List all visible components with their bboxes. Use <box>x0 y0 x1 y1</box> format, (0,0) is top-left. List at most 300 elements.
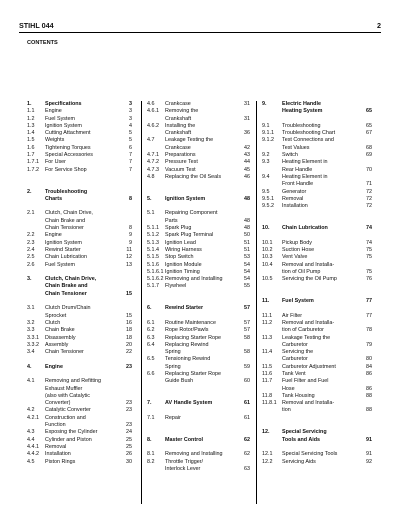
entry-title-line: Installation <box>45 451 71 458</box>
toc-entry[interactable] <box>147 342 250 357</box>
toc-section-entry[interactable] <box>262 225 372 232</box>
entry-page-number: 80 <box>366 356 372 363</box>
entry-title-line: Spring <box>165 363 181 370</box>
toc-entry[interactable] <box>147 240 250 247</box>
entry-title-line: Function <box>45 422 66 429</box>
entry-page-number: 9 <box>129 232 132 239</box>
entry-number: 5.1 <box>147 210 155 217</box>
entry-number: 3. <box>27 276 32 283</box>
entry-title-line: Servicing the Oil Pump <box>282 276 337 283</box>
toc-entry[interactable] <box>262 240 372 247</box>
entry-title-line: Removing and Installing <box>165 276 223 283</box>
entry-number: 1.5 <box>27 137 35 144</box>
entry-title-line: Troubleshooting <box>45 188 88 195</box>
entry-page-number: 77 <box>366 312 372 319</box>
toc-entry[interactable] <box>262 123 372 130</box>
toc-entry[interactable] <box>262 130 372 137</box>
entry-page-number: 72 <box>366 188 372 195</box>
entry-page-number: 54 <box>244 261 250 268</box>
toc-entry[interactable] <box>147 159 250 166</box>
entry-page-number: 24 <box>126 429 132 436</box>
toc-entry[interactable] <box>27 320 132 327</box>
entry-page-number: 54 <box>244 276 250 283</box>
entry-number: 5.1.6.1 <box>147 268 164 275</box>
toc-section-entry[interactable] <box>147 305 250 312</box>
entry-title-line: Carburetor Adjustment <box>282 363 336 370</box>
entry-page-number: 55 <box>244 283 250 290</box>
entry-title-line: Carburetor <box>282 341 308 348</box>
toc-entry[interactable] <box>27 137 132 144</box>
entry-page-number: 15 <box>126 290 132 297</box>
toc-entry[interactable] <box>262 459 372 466</box>
entry-title-line: tion of Carburetor <box>282 327 324 334</box>
entry-number: 4.7.3 <box>147 166 159 173</box>
entry-page-number: 58 <box>244 349 250 356</box>
entry-number: 6.6 <box>147 370 155 377</box>
entry-number: 2.2 <box>27 232 35 239</box>
entry-number: 11.7 <box>262 378 273 385</box>
entry-page-number: 67 <box>366 130 372 137</box>
entry-title-line: Leakage Testing the <box>282 334 331 341</box>
entry-title-line: Special Accessories <box>45 152 93 159</box>
entry-title-line: Tank Vent <box>282 370 306 377</box>
entry-page-number: 53 <box>244 254 250 261</box>
entry-page-number: 13 <box>126 261 132 268</box>
toc-entry[interactable] <box>147 247 250 254</box>
entry-number: 4.3 <box>27 429 35 436</box>
spacer <box>27 269 132 276</box>
entry-number: 2.6 <box>27 261 35 268</box>
entry-title-line: Assembly <box>45 341 69 348</box>
entry-title-line: Clutch Drum/Chain <box>45 305 91 312</box>
toc-entry[interactable] <box>262 254 372 261</box>
manual-title: STIHL 044 <box>19 21 54 30</box>
entry-title-line: Test Values <box>282 144 310 151</box>
entry-number: 4. <box>27 363 32 370</box>
entry-title-line: Ignition System <box>165 195 206 202</box>
entry-page-number: 25 <box>126 443 132 450</box>
toc-entry[interactable] <box>262 335 372 350</box>
entry-number: 11.8.1 <box>262 400 277 407</box>
header-rule <box>19 32 381 33</box>
entry-page-number: 58 <box>244 334 250 341</box>
toc-entry[interactable] <box>262 247 372 254</box>
entry-number: 3.3 <box>27 327 35 334</box>
toc-entry[interactable] <box>262 152 372 159</box>
entry-page-number: 74 <box>366 225 372 232</box>
entry-number: 7. <box>147 400 152 407</box>
toc-entry[interactable] <box>27 407 132 414</box>
entry-page-number: 23 <box>126 363 132 370</box>
toc-entry[interactable] <box>262 203 372 210</box>
entry-number: 1.2 <box>27 115 35 122</box>
toc-section-entry[interactable] <box>27 276 132 298</box>
toc-entry[interactable] <box>27 123 132 130</box>
entry-page-number: 48 <box>244 195 250 202</box>
toc-section-entry[interactable] <box>27 101 132 108</box>
toc-entry[interactable] <box>262 174 372 189</box>
toc-entry[interactable] <box>147 174 250 181</box>
toc-entry[interactable] <box>147 225 250 232</box>
toc-section-entry[interactable] <box>262 429 372 444</box>
entry-number: 2.5 <box>27 254 35 261</box>
spacer <box>262 116 372 123</box>
entry-page-number: 75 <box>366 268 372 275</box>
entry-title-line: Interlock Lever <box>165 465 201 472</box>
entry-page-number: 31 <box>244 101 250 107</box>
entry-title-line: Chain Tensioner <box>45 225 84 232</box>
spacer <box>262 305 372 312</box>
toc-entry[interactable] <box>27 437 132 444</box>
toc-section-entry[interactable] <box>27 189 132 204</box>
spacer <box>262 283 372 298</box>
entry-page-number: 71 <box>366 181 372 188</box>
toc-entry[interactable] <box>147 108 250 123</box>
entry-title-line: Tightening Torques <box>45 144 91 151</box>
toc-entry[interactable] <box>262 159 372 174</box>
toc-entry[interactable] <box>27 232 132 239</box>
toc-entry[interactable] <box>262 371 372 378</box>
entry-number: 10.5 <box>262 276 273 283</box>
toc-entry[interactable] <box>27 342 132 349</box>
entry-title-line: tion of Oil Pump <box>282 268 321 275</box>
entry-page-number: 74 <box>366 239 372 246</box>
entry-number: 3.3.1 <box>27 334 39 341</box>
entry-title-line: Clutch, Chain Drive, <box>45 276 97 283</box>
entry-number: 12. <box>262 429 270 436</box>
entry-number: 9.5.2 <box>262 203 274 210</box>
entry-title-line: Troubleshooting Chart <box>282 130 336 137</box>
toc-entry[interactable] <box>27 327 132 334</box>
entry-title-line: Engine <box>45 108 62 115</box>
toc-section-entry[interactable] <box>262 298 372 305</box>
entry-title-line: Special Servicing Tools <box>282 451 338 458</box>
entry-title-line: Air Filter <box>282 312 303 319</box>
entry-title-line: Ignition System <box>45 239 82 246</box>
entry-title-line: Electric Handle <box>282 101 321 107</box>
entry-title-line: Ignition Timing <box>165 268 200 275</box>
entry-title-line: Test Connections and <box>282 137 334 144</box>
entry-number: 9.1 <box>262 122 270 129</box>
entry-title-line: Spark Plug Terminal <box>165 232 214 239</box>
entry-page-number: 15 <box>126 312 132 319</box>
toc-entry[interactable] <box>147 262 250 269</box>
entry-number: 3.3.2 <box>27 341 39 348</box>
entry-page-number: 62 <box>244 451 250 458</box>
entry-title-line: Heating Element in <box>282 159 328 166</box>
toc-section-entry[interactable] <box>27 364 132 371</box>
spacer <box>262 415 372 430</box>
entry-title-line: Installing the <box>165 122 196 129</box>
toc-entry[interactable] <box>262 451 372 458</box>
toc-entry[interactable] <box>262 276 372 283</box>
entry-title-line: Suction Hose <box>282 246 315 253</box>
entry-number: 11. <box>262 298 270 305</box>
toc-entry[interactable] <box>147 101 250 108</box>
toc-entry[interactable] <box>27 262 132 269</box>
entry-page-number: 78 <box>366 327 372 334</box>
toc-entry[interactable] <box>147 137 250 152</box>
toc-entry[interactable] <box>27 240 132 247</box>
toc-entry[interactable] <box>27 305 132 320</box>
entry-number: 4.6 <box>147 101 155 107</box>
toc-entry[interactable] <box>147 276 250 283</box>
entry-number: 1.3 <box>27 122 35 129</box>
entry-number: 9.1.2 <box>262 137 274 144</box>
spacer <box>27 298 132 305</box>
toc-entry[interactable] <box>262 400 372 415</box>
entry-number: 8.2 <box>147 458 155 465</box>
toc-entry[interactable] <box>27 130 132 137</box>
entry-page-number: 42 <box>244 144 250 151</box>
entry-title-line: Replacing Rewind <box>165 341 209 348</box>
toc-entry[interactable] <box>147 335 250 342</box>
contents-heading: CONTENTS <box>27 40 58 46</box>
toc-entry[interactable] <box>147 320 250 327</box>
entry-number: 9. <box>262 101 267 107</box>
entry-title-line: Removing the <box>165 108 199 115</box>
entry-page-number: 65 <box>366 108 372 115</box>
entry-number: 11.3 <box>262 334 273 341</box>
entry-title-line: Clutch <box>45 319 61 326</box>
entry-number: 6. <box>147 305 152 312</box>
entry-title-line: Chain Lubrication <box>282 225 328 232</box>
toc-entry[interactable] <box>262 364 372 371</box>
toc-entry[interactable] <box>147 254 250 261</box>
toc-entry[interactable] <box>262 262 372 277</box>
entry-title-line: Chain Tensioner <box>45 290 87 297</box>
entry-title-line: Removal <box>282 195 304 202</box>
entry-number: 10.1 <box>262 239 273 246</box>
toc-section-entry[interactable] <box>262 101 372 116</box>
toc-entry[interactable] <box>27 444 132 451</box>
entry-number: 3.1 <box>27 305 35 312</box>
entry-number: 11.1 <box>262 312 273 319</box>
spacer <box>262 444 372 451</box>
entry-title-line: Servicing Aids <box>282 458 316 465</box>
entry-page-number: 57 <box>244 319 250 326</box>
entry-page-number: 12 <box>126 254 132 261</box>
toc-entry[interactable] <box>27 415 132 430</box>
toc-entry[interactable] <box>147 232 250 239</box>
entry-number: 10.2 <box>262 246 273 253</box>
entry-number: 5.1.6.2 <box>147 276 164 283</box>
entry-title-line: Removal and Installa- <box>282 400 335 407</box>
entry-page-number: 76 <box>366 276 372 283</box>
entry-number: 9.4 <box>262 173 270 180</box>
entry-page-number: 45 <box>244 166 250 173</box>
entry-page-number: 72 <box>366 195 372 202</box>
entry-title-line: Throttle Trigger/ <box>165 458 204 465</box>
spacer <box>147 203 250 210</box>
entry-title-line: Spring <box>165 349 181 356</box>
entry-title-line: Pickup Body <box>282 239 312 246</box>
entry-number: 5.1.1 <box>147 225 159 232</box>
entry-page-number: 60 <box>244 378 250 385</box>
entry-title-line: Vacuum Test <box>165 166 196 173</box>
entry-title-line: Rewind Starter <box>45 246 81 253</box>
entry-page-number: 7 <box>129 159 132 166</box>
entry-page-number: 84 <box>366 363 372 370</box>
entry-page-number: 26 <box>126 451 132 458</box>
toc-column-3 <box>262 101 372 466</box>
toc-entry[interactable] <box>147 210 250 225</box>
entry-title-line: Chain Tensioner <box>45 349 84 356</box>
entry-number: 1.7.2 <box>27 166 39 173</box>
toc-entry[interactable] <box>262 196 372 203</box>
entry-number: 11.2 <box>262 319 273 326</box>
toc-section-entry[interactable] <box>147 437 250 444</box>
entry-title-line: Exposing the Cylinder <box>45 429 98 436</box>
entry-page-number: 70 <box>366 166 372 173</box>
entry-title-line: Charts <box>45 195 63 202</box>
entry-number: 1. <box>27 101 32 107</box>
entry-page-number: 46 <box>244 173 250 180</box>
entry-page-number: 9 <box>129 239 132 246</box>
toc-entry[interactable] <box>27 451 132 458</box>
toc-entry[interactable] <box>27 159 132 166</box>
toc-entry[interactable] <box>262 378 372 393</box>
entry-title-line: Fuel Filter and Fuel <box>282 378 329 385</box>
entry-number: 11.6 <box>262 370 273 377</box>
entry-number: 5.1.5 <box>147 254 159 261</box>
toc-entry[interactable] <box>147 269 250 276</box>
entry-title-line: Exhaust Muffler <box>45 385 83 392</box>
entry-page-number: 68 <box>366 144 372 151</box>
entry-number: 4.5 <box>27 458 35 465</box>
entry-page-number: 50 <box>244 232 250 239</box>
entry-title-line: Spark Plug <box>165 225 192 232</box>
entry-title-line: Installation <box>282 203 308 210</box>
entry-title-line: Tools and Aids <box>282 436 321 443</box>
toc-entry[interactable] <box>262 320 372 335</box>
entry-title-line: Crankshaft <box>165 115 192 122</box>
toc-entry[interactable] <box>147 327 250 334</box>
toc-entry[interactable] <box>147 415 250 422</box>
entry-page-number: 61 <box>244 414 250 421</box>
entry-page-number: 57 <box>244 305 250 312</box>
toc-entry[interactable] <box>147 451 250 458</box>
entry-page-number: 7 <box>129 166 132 173</box>
toc-entry[interactable] <box>27 167 132 174</box>
entry-title-line: Master Control <box>165 436 204 443</box>
toc-entry[interactable] <box>27 335 132 342</box>
toc-entry[interactable] <box>262 137 372 152</box>
toc-entry[interactable] <box>27 247 132 254</box>
toc-entry[interactable] <box>147 459 250 474</box>
entry-title-line: Chain Brake and <box>45 283 88 290</box>
toc-entry[interactable] <box>27 145 132 152</box>
entry-page-number: 11 <box>126 246 132 253</box>
toc-entry[interactable] <box>262 189 372 196</box>
entry-title-line: Crankcase <box>165 144 191 151</box>
entry-title-line: Rear Handle <box>282 166 313 173</box>
entry-number: 9.2 <box>262 152 270 159</box>
toc-entry[interactable] <box>27 254 132 261</box>
entry-title-line: Weights <box>45 137 65 144</box>
entry-number: 4.2 <box>27 407 35 414</box>
entry-page-number: 75 <box>366 246 372 253</box>
entry-number: 1.1 <box>27 108 35 115</box>
entry-title-line: Construction and <box>45 414 86 421</box>
entry-page-number: 88 <box>366 407 372 414</box>
page-number: 2 <box>377 21 381 30</box>
entry-number: 10.3 <box>262 254 273 261</box>
entry-title-line: Cylinder and Piston <box>45 436 92 443</box>
toc-entry[interactable] <box>262 393 372 400</box>
entry-title-line: Hose <box>282 385 295 392</box>
toc-entry[interactable] <box>27 349 132 356</box>
spacer <box>147 313 250 320</box>
toc-column-2 <box>147 101 250 473</box>
toc-entry[interactable] <box>147 167 250 174</box>
entry-number: 5.1.2 <box>147 232 159 239</box>
toc-entry[interactable] <box>27 152 132 159</box>
toc-entry[interactable] <box>262 349 372 364</box>
entry-number: 4.7.1 <box>147 152 159 159</box>
entry-number: 9.1.1 <box>262 130 274 137</box>
entry-title-line: Repairing Component <box>165 210 218 217</box>
entry-page-number: 75 <box>366 254 372 261</box>
toc-entry[interactable] <box>27 378 132 407</box>
entry-page-number: 30 <box>126 458 132 465</box>
entry-number: 8.1 <box>147 451 155 458</box>
toc-entry[interactable] <box>27 459 132 466</box>
entry-page-number: 8 <box>129 225 132 232</box>
toc-entry[interactable] <box>147 283 250 290</box>
toc-section-entry[interactable] <box>147 400 250 407</box>
entry-page-number: 92 <box>366 458 372 465</box>
entry-title-line: Engine <box>45 363 63 370</box>
entry-page-number: 6 <box>129 144 132 151</box>
entry-page-number: 25 <box>126 436 132 443</box>
toc-entry[interactable] <box>27 108 132 115</box>
toc-entry[interactable] <box>27 116 132 123</box>
toc-entry[interactable] <box>147 356 250 371</box>
column-divider-2 <box>256 101 257 504</box>
entry-number: 11.5 <box>262 363 273 370</box>
spacer <box>147 291 250 306</box>
entry-title-line: Parts <box>165 217 178 224</box>
spacer <box>262 210 372 225</box>
entry-title-line: Pressure Test <box>165 159 198 166</box>
toc-section-entry[interactable] <box>147 196 250 203</box>
entry-page-number: 86 <box>366 385 372 392</box>
entry-number: 4.7 <box>147 137 155 144</box>
entry-title-line: Guide Bush <box>165 378 194 385</box>
entry-title-line: Fuel System <box>282 298 314 305</box>
entry-page-number: 77 <box>366 298 372 305</box>
entry-number: 11.4 <box>262 349 273 356</box>
toc-entry[interactable] <box>147 371 250 386</box>
toc-entry[interactable] <box>147 152 250 159</box>
entry-page-number: 3 <box>129 108 132 115</box>
entry-number: 6.3 <box>147 334 155 341</box>
toc-entry[interactable] <box>27 429 132 436</box>
entry-number: 3.4 <box>27 349 35 356</box>
spacer <box>27 174 132 189</box>
toc-entry[interactable] <box>147 123 250 138</box>
entry-number: 2.3 <box>27 239 35 246</box>
entry-title-line: Ignition Lead <box>165 239 196 246</box>
entry-title-line: Fuel System <box>45 261 75 268</box>
entry-number: 4.4.2 <box>27 451 39 458</box>
entry-page-number: 72 <box>366 203 372 210</box>
spacer <box>27 356 132 363</box>
entry-title-line: Stop Switch <box>165 254 194 261</box>
toc-entry[interactable] <box>27 210 132 232</box>
toc-entry[interactable] <box>262 313 372 320</box>
